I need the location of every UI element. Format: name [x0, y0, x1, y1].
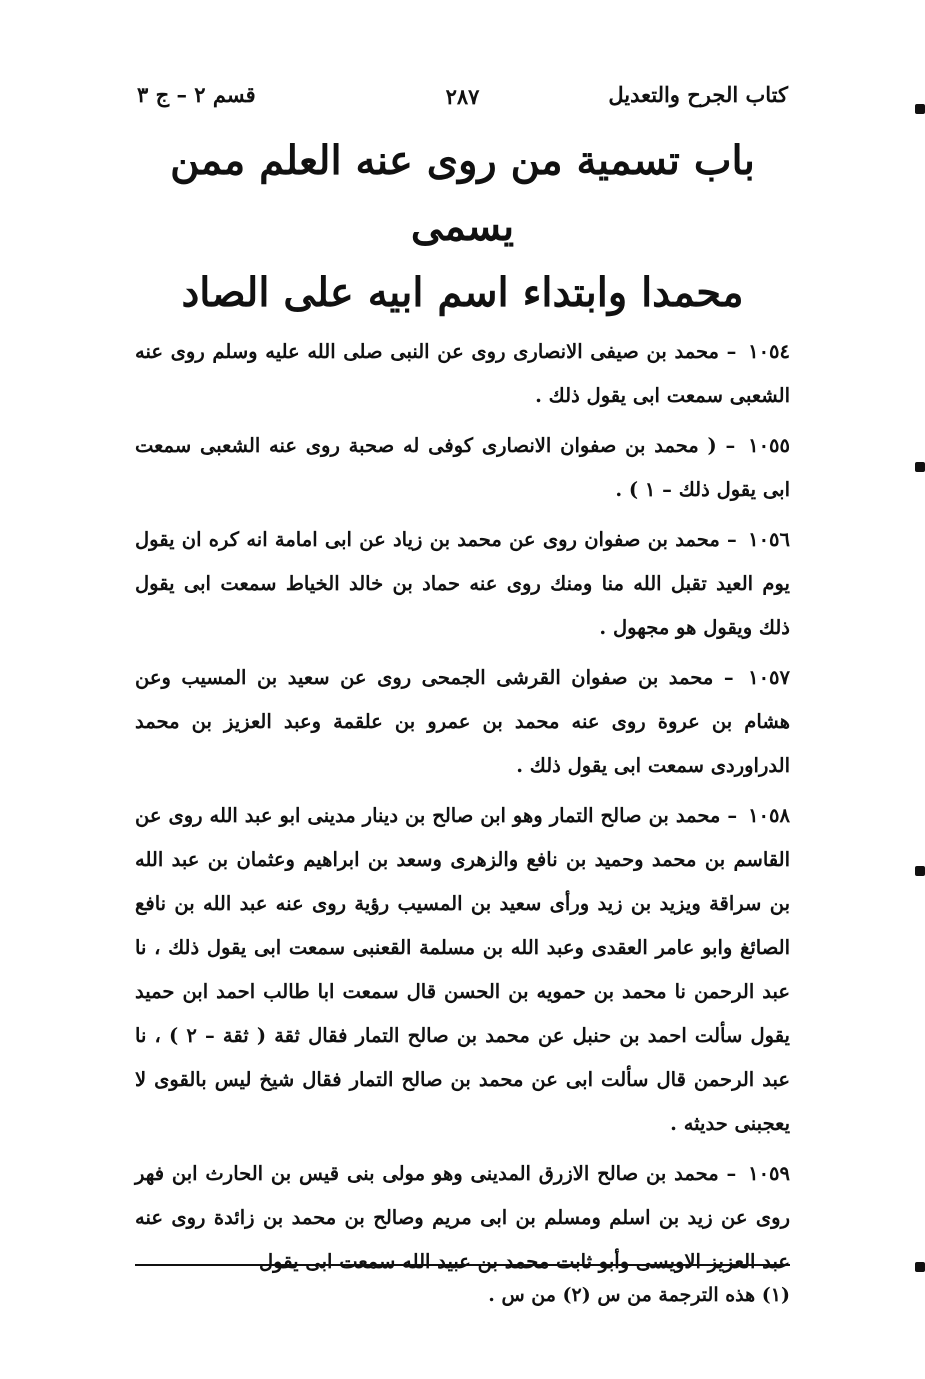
header-volume: قسم ٢ – ج ٣ [137, 82, 256, 107]
chapter-title [135, 128, 790, 326]
chapter-title-line-1: باب تسمية من روى عنه العلم ممن يسمى [170, 137, 755, 250]
entry-number: ١٠٥٦ [748, 528, 790, 551]
margin-mark [915, 462, 925, 472]
footnote: (١) هذه الترجمة من س (٢) من س . [488, 1284, 790, 1306]
entry-number: ١٠٥٩ [748, 1162, 790, 1185]
entry-number: ١٠٥٤ [748, 340, 790, 363]
entry-text: – محمد بن صفوان روى عن محمد بن زياد عن ابى امامة انه كره ان يقول يوم العيد تقبل الله منا ومنك روى عنه حماد بن خالد الخياط سمعت ابى يقول ذلك ويقول هو مجهول . [135, 528, 790, 639]
entry-text: – محمد بن صالح الازرق المدينى وهو مولى بنى قيس بن الحارث ابن فهر روى عن زيد بن اسلم ومسلم بن ابى مريم وصالح بن محمد بن زائدة روى عنه عبد العزيز الاويسى وأبو ثابت محمد بن عبيد الله سمعت ابى يقول [135, 1162, 790, 1273]
biography-entry [135, 794, 790, 1146]
entry-number: ١٠٥٨ [748, 804, 790, 827]
biography-entry [135, 656, 790, 788]
margin-mark [915, 866, 925, 876]
chapter-title-line-2: محمدا وابتداء اسم ابيه على الصاد [181, 269, 744, 316]
entry-text: – ( محمد بن صفوان الانصارى كوفى له صحبة روى عنه الشعبى سمعت ابى يقول ذلك – ١ ) . [135, 434, 790, 501]
margin-mark [915, 104, 925, 114]
entry-number: ١٠٥٧ [748, 666, 790, 689]
page-body [135, 82, 790, 1290]
margin-mark [915, 1262, 925, 1272]
entry-text: – محمد بن صيفى الانصارى روى عن النبى صلى الله عليه وسلم روى عنه الشعبى سمعت ابى يقول ذلك . [135, 340, 790, 407]
entry-text: – محمد بن صفوان القرشى الجمحى روى عن سعيد بن المسيب وعن هشام بن عروة روى عنه محمد بن عمرو بن علقمة وعبد العزيز بن محمد الدراوردى سمعت ابى يقول ذلك . [135, 666, 790, 777]
footnote-divider [135, 1264, 790, 1266]
entry-text: – محمد بن صالح التمار وهو ابن صالح بن دينار مدينى ابو عبد الله روى عن القاسم بن محمد وحميد بن نافع والزهرى وسعد بن ابراهيم وعثمان بن عبد الله بن سراقة ويزيد بن زيد ورأى سعيد بن المسيب رؤية روى عنه عبد الله بن نافع الصائغ وابو عامر العقدى وعبد الله بن مسلمة القعنبى سمعت ابى يقول ذلك ، نا عبد الرحمن نا محمد بن حمويه بن الحسن قال سمعت ابا طالب احمد ابن حميد يقول سألت احمد بن حنبل عن محمد بن صالح التمار فقال ثقة ( ثقة – ٢ ) ، نا عبد الرحمن قال سألت ابى عن محمد بن صالح التمار فقال شيخ ليس بالقوى لا يعجبنى حديثه . [135, 804, 790, 1135]
biography-entry [135, 424, 790, 512]
biography-entry [135, 330, 790, 418]
page-number: ٢٨٧ [445, 84, 480, 109]
running-header [135, 82, 790, 122]
biography-entry [135, 518, 790, 650]
entry-number: ١٠٥٥ [748, 434, 790, 457]
header-book-title: كتاب الجرح والتعديل [608, 82, 788, 107]
